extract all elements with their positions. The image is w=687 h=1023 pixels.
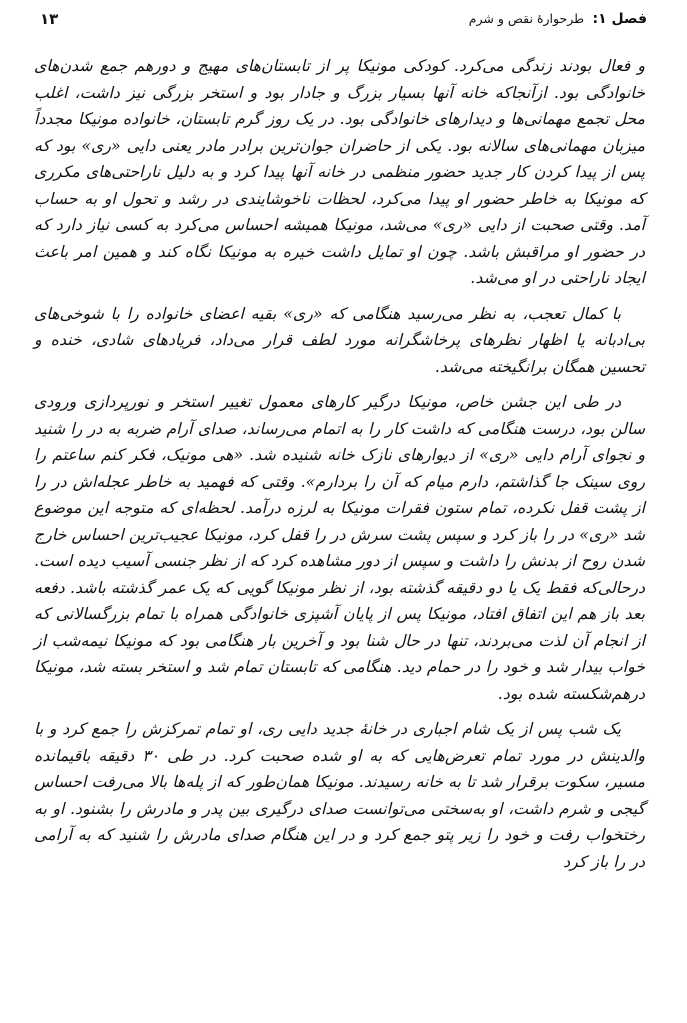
paragraph-2: با کمال تعجب، به نظر می‌رسید هنگامی که «ری» بقیه اعضای خانواده را با شوخی‌های بی‌ادبانه یا اظهار نظرهای پرخاشگرانه مورد لطف قرار می‌داد، فریادهای شادی، خنده و تحسین همگان برانگیخته می‌شد.	[34, 303, 645, 376]
paragraph-1: و فعال بودند زندگی می‌کرد. کودکی مونیکا پر از تابستان‌های مهیج و دورهم جمع شدن‌های خانوادگی بود. ازآنجاکه خانه آنها بسیار بزرگ و جادار بود و استخر بزرگی نیز داشت، اغلب محل تجمع مهمانی‌ها و دیدارهای خانوادگی بود. در یک روز گرم تابستان، خانواده مونیکا مجدداً میزبان مهمانی‌های سالانه بود. یکی از حاضران جوان‌ترین برادر مادر یعنی دایی «ری» بود که پس از پیدا کردن کار جدید حضور منظمی در خانه آنها پیدا کرد و به دلیل ناراحتی‌های مکرری که مونیکا به خاطر حضور او پیدا می‌کرد، لحظات ناخوشایندی در رشد و تحول او به حساب آمد. وقتی صحبت از دایی «ری» می‌شد، مونیکا همیشه احساس می‌کرد به کسی نیاز دارد که در حضور او مراقبش باشد. چون او تمایل داشت خیره به مونیکا نگاه کند و همین امر باعث ایجاد ناراحتی در او می‌شد.	[34, 56, 645, 287]
body-text	[34, 53, 645, 884]
paragraph-4: یک شب پس از یک شام اجباری در خانۀ جدید دایی ری، او تمام تمرکزش را جمع کرد و با والدینش در مورد تمام تعرض‌هایی که به او شده صحبت کرد. در طی ۳۰ دقیقه باقیمانده مسیر، سکوت برقرار شد تا به خانه رسیدند. مونیکا همان‌طور که از پله‌ها بالا می‌رفت احساس گیجی و شرم داشت، او به‌سختی می‌توانست صدای درگیری بین پدر و مادرش را بشنود. او به رختخواب رفت و خود را زیر پتو جمع کرد و در این هنگام صدای مادرش را شنید که به آرامی در را باز کرد	[34, 719, 646, 871]
chapter-title: طرحوارۀ نقص و شرم	[468, 11, 585, 26]
chapter-heading	[469, 11, 647, 27]
running-header	[40, 8, 647, 30]
paragraph-3: در طی این جشن خاص، مونیکا درگیر کارهای معمول تغییر استخر و نورپردازی ورودی سالن بود، درست هنگامی که داشت کار را به اتمام می‌رساند، صدای آرام ضربه به در را شنید و نجوای آرام دایی «ری» از دیوارهای نازک خانه شنیده شد. «هی مونیک، فکر کنم ساعتم را روی سینک جا گذاشتم، دارم میام که آن را بردارم». وقتی که فهمید به خاطر عجله‌اش در را از پشت قفل نکرده، تمام ستون فقرات مونیکا به لرزه درآمد. لحظه‌ای که متوجه این موضوع شد «ری» در را باز کرد و سپس پشت سرش در را قفل کرد، مونیکا عجیب‌ترین احساس خارج شدن روح از بدنش را داشت و سپس از دور مشاهده کرد که از نظر جنسی آسیب دیده است. درحالی‌که فقط یک یا دو دقیقه گذشته بود، از نظر مونیکا گویی که یک عمر گذشته باشد. دفعه بعد باز هم این اتفاق افتاد، مونیکا پس از پایان آشپزی خانوادگی همراه با تمام بزرگسالانی که از انجام آن لذت می‌بردند، تنها در حال شنا بود و آخرین بار هنگامی بود که مونیکا نیمه‌شب از خواب بیدار شد و خود را در حمام دید. هنگامی که تابستان تمام شد و استخر بسته شد، مونیکا درهم‌شکسته شده بود.	[34, 392, 645, 703]
page-number: ۱۳	[40, 10, 59, 28]
chapter-label: فصل ۱:	[592, 11, 647, 27]
